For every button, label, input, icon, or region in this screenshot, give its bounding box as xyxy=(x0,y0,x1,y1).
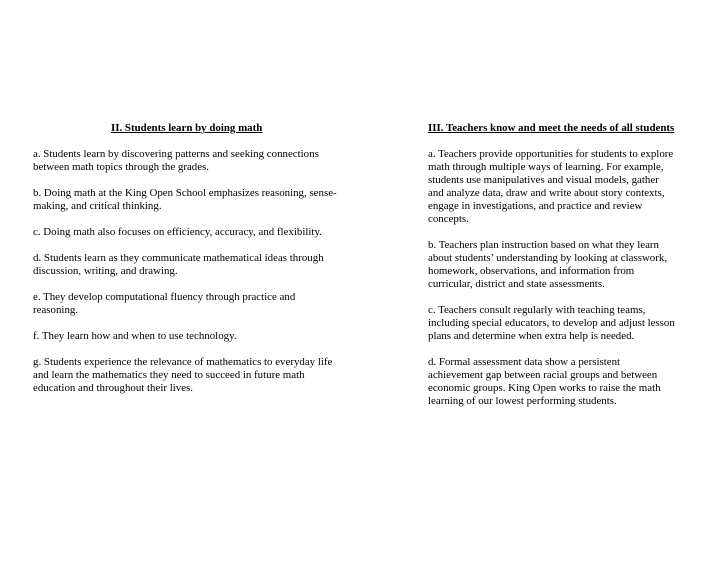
item-line: education and throughout their lives. xyxy=(33,382,193,394)
item-line: between math topics through the grades. xyxy=(33,161,210,173)
item-line: discussion, writing, and drawing. xyxy=(33,265,178,277)
item-line: c. Doing math also focuses on efficiency, accuracy, and flexibility. xyxy=(33,226,322,238)
item-line: curricular, district and state assessments. xyxy=(428,278,605,290)
item-line: plans and determine when extra help is needed. xyxy=(428,330,635,342)
item-line: a. Students learn by discovering patterns and seeking connections xyxy=(33,148,319,160)
section-heading-students: II. Students learn by doing math xyxy=(111,122,263,134)
list-item-d xyxy=(428,356,686,408)
item-line: d. Formal assessment data show a persistent xyxy=(428,356,621,368)
item-line: c. Teachers consult regularly with teaching teams, xyxy=(428,304,646,316)
item-line: and analyze data, draw and write about story contexts, xyxy=(428,187,665,199)
item-line: math through multiple ways of learning. For example, xyxy=(428,161,664,173)
list-item-f xyxy=(33,330,353,343)
item-line: e. They develop computational fluency through practice and xyxy=(33,291,296,303)
item-line: f. They learn how and when to use technology. xyxy=(33,330,237,342)
item-line: b. Teachers plan instruction based on what they learn xyxy=(428,239,659,251)
item-line: b. Doing math at the King Open School emphasizes reasoning, sense- xyxy=(33,187,337,199)
item-line: d. Students learn as they communicate mathematical ideas through xyxy=(33,252,324,264)
item-line: including special educators, to develop and adjust lesson xyxy=(428,317,675,329)
list-item-b xyxy=(428,239,686,291)
list-item-d xyxy=(33,252,353,278)
item-line: concepts. xyxy=(428,213,469,225)
list-item-g xyxy=(33,356,353,395)
item-line: making, and critical thinking. xyxy=(33,200,162,212)
item-line: economic groups. King Open works to raise the math xyxy=(428,382,661,394)
item-line: reasoning. xyxy=(33,304,79,316)
item-line: students use manipulatives and visual models, gather xyxy=(428,174,659,186)
list-item-c xyxy=(428,304,686,343)
list-item-a xyxy=(428,148,686,226)
item-line: g. Students experience the relevance of mathematics to everyday life xyxy=(33,356,333,368)
item-line: achievement gap between racial groups and between xyxy=(428,369,658,381)
item-line: learning of our lowest performing students. xyxy=(428,395,617,407)
item-line: homework, observations, and information from xyxy=(428,265,635,277)
item-line: a. Teachers provide opportunities for students to explore xyxy=(428,148,674,160)
item-line: engage in investigations, and practice and review xyxy=(428,200,643,212)
right-column xyxy=(428,122,686,421)
list-item-c xyxy=(33,226,353,239)
list-item-e xyxy=(33,291,353,317)
list-item-a xyxy=(33,148,353,174)
item-line: and learn the mathematics they need to succeed in future math xyxy=(33,369,305,381)
item-line: about students’ understanding by looking at classwork, xyxy=(428,252,668,264)
left-column xyxy=(33,122,353,408)
section-heading-teachers: III. Teachers know and meet the needs of all students xyxy=(428,122,675,134)
list-item-b xyxy=(33,187,353,213)
